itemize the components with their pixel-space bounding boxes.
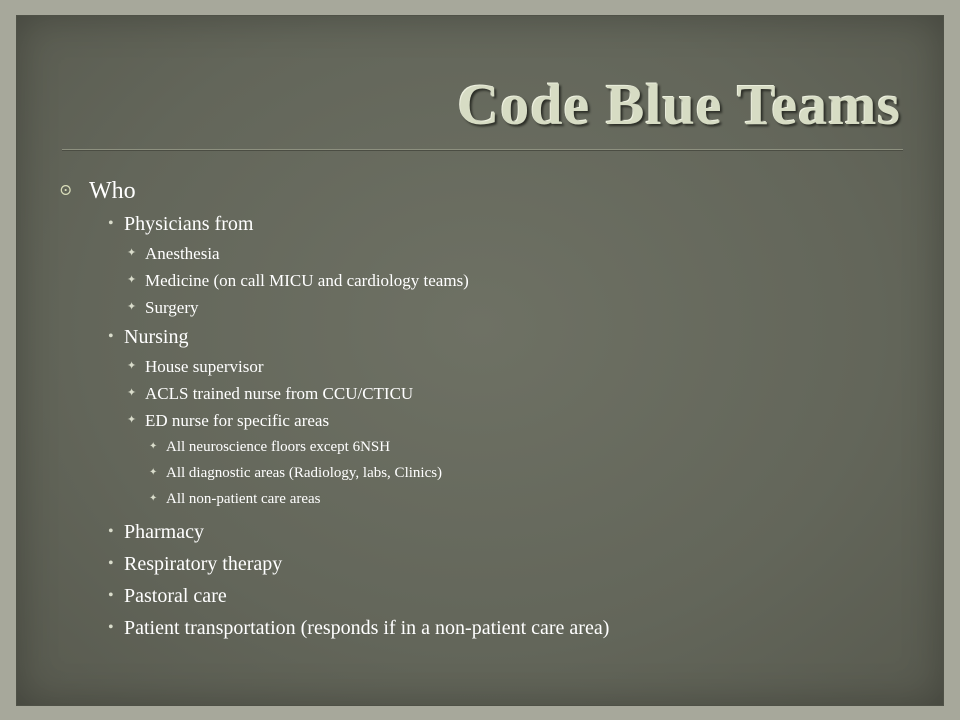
bullet-text: Physicians from — [124, 213, 254, 235]
bullet-item — [59, 580, 923, 612]
bullet-text: Respiratory therapy — [124, 553, 283, 575]
bullet-text: All non-patient care areas — [166, 491, 321, 507]
bullet-text: ED nurse for specific areas — [145, 411, 330, 430]
bullet-item — [59, 460, 923, 486]
bullet-item — [59, 407, 923, 434]
bullet-list — [59, 174, 923, 644]
bullet-item — [59, 294, 923, 321]
slide-title: Code Blue Teams — [457, 72, 901, 137]
bullet-text: All neuroscience floors except 6NSH — [166, 439, 391, 455]
sparkle-icon: ✦ — [149, 493, 158, 504]
bullet-item — [59, 380, 923, 407]
dot-icon: • — [108, 215, 114, 232]
circled-dot-icon: ⊙ — [59, 182, 73, 199]
bullet-item — [59, 208, 923, 240]
dot-icon: • — [108, 328, 114, 345]
bullet-text: Medicine (on call MICU and cardiology teams) — [145, 271, 469, 290]
bullet-item — [59, 612, 923, 644]
bullet-item — [59, 434, 923, 460]
bullet-item — [59, 353, 923, 380]
dot-icon: • — [108, 619, 114, 636]
bullet-text: Pharmacy — [124, 521, 204, 543]
bullet-text: All diagnostic areas (Radiology, labs, Clinics) — [166, 465, 443, 481]
bullet-text: House supervisor — [145, 357, 264, 376]
sparkle-icon: ✦ — [149, 441, 158, 452]
title-divider — [62, 149, 903, 151]
bullet-text: Nursing — [124, 326, 189, 348]
sparkle-icon: ✦ — [127, 360, 137, 372]
bullet-text: Patient transportation (responds if in a non-patient care area) — [124, 617, 610, 639]
dot-icon: • — [108, 555, 114, 572]
sparkle-icon: ✦ — [127, 274, 137, 286]
bullet-item — [59, 267, 923, 294]
sparkle-icon: ✦ — [127, 387, 137, 399]
slide — [17, 16, 943, 705]
dot-icon: • — [108, 523, 114, 540]
sparkle-icon: ✦ — [149, 467, 158, 478]
bullet-item — [59, 548, 923, 580]
bullet-item — [59, 321, 923, 353]
bullet-text: Who — [89, 178, 136, 204]
bullet-text: Anesthesia — [145, 244, 220, 263]
bullet-item — [59, 516, 923, 548]
sparkle-icon: ✦ — [127, 414, 137, 426]
bullet-text: Surgery — [145, 298, 199, 317]
sparkle-icon: ✦ — [127, 301, 137, 313]
bullet-item — [59, 486, 923, 512]
bullet-text: ACLS trained nurse from CCU/CTICU — [145, 384, 414, 403]
bullet-text: Pastoral care — [124, 585, 227, 607]
dot-icon: • — [108, 587, 114, 604]
bullet-item — [59, 174, 923, 208]
bullet-item — [59, 240, 923, 267]
sparkle-icon: ✦ — [127, 247, 137, 259]
